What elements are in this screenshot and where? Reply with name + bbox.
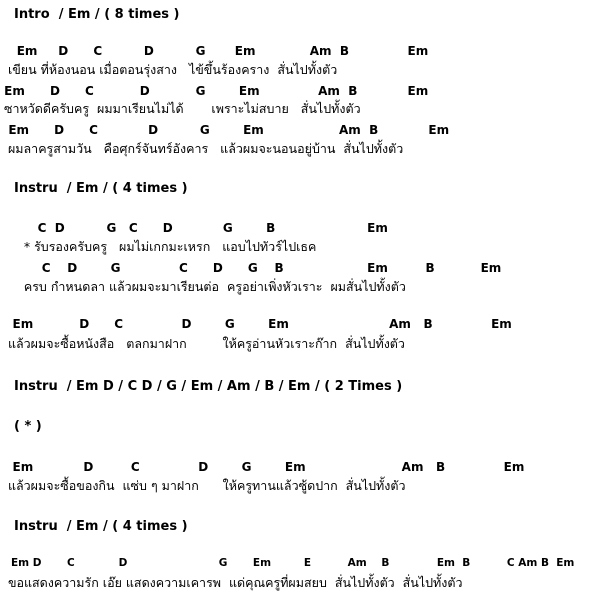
instru-heading: Instru / Em / ( 4 times ) [14,181,188,196]
chord-line: Em D C D G Em Am B Em [0,84,429,98]
chord-line: Em D C D G Em Am B Em [0,44,429,58]
lyric-line: แล้วผมจะซื้อหนังสือ ตลกมาฝาก ให้ครูอ่านหัวเราะก๊าก สั่นไปทั้งตัว [0,336,405,351]
lyric-line: * รับรองครับครู ผมไม่เกกมะเหรก แอบไปทัวร์ไปเธค [0,239,317,254]
intro-heading: Intro / Em / ( 8 times ) [14,7,180,22]
lyric-line: ขอแสดงความรัก เอ๊ย แสดงความเคารพ แด่คุณครูที่ผมสยบ สั่นไปทั้งตัว สั่นไปทั้งตัว [0,575,463,590]
chord-line: Em D C D G Em Am B Em [0,460,525,474]
lyric-line: เขียน ที่ห้องนอน เมื่อตอนรุ่งสาง ไข้ขึ้นร้องคราง สั่นไปทั้งตัว [0,62,338,77]
lyric-line: ซาหวัดดีครับครู ผมมาเรียนไม่ได้ เพราะไม่สบาย สั่นไปทั้งตัว [0,101,361,116]
chord-line: C D G C D G B Em B Em [0,261,502,275]
chord-line: Em D C D G Em E Am B Em B C Am B Em [0,557,575,569]
repeat-marker: ( * ) [14,419,42,434]
instru-heading: Instru / Em D / C D / G / Em / Am / B / Em / ( 2 Times ) [14,379,403,394]
lyric-line: แล้วผมจะซื้อของกิน แซ่บ ๆ มาฝาก ให้ครูทานแล้วซู้ดปาก สั่นไปทั้งตัว [0,478,406,493]
lyric-line: ผมลาครูสามวัน คือศุกร์จันทร์อังคาร แล้วผมจะนอนอยู่บ้าน สั่นไปทั้งตัว [0,141,404,156]
lyric-line: ครบ กำหนดลา แล้วผมจะมาเรียนต่อ ครูอย่าเพิ่งหัวเราะ ผมสั่นไปทั้งตัว [0,279,406,294]
instru-heading: Instru / Em / ( 4 times ) [14,519,188,534]
chord-line: Em D C D G Em Am B Em [0,123,450,137]
chord-line: Em D C D G Em Am B Em [0,317,512,331]
chord-line: C D G C D G B Em [0,221,388,235]
